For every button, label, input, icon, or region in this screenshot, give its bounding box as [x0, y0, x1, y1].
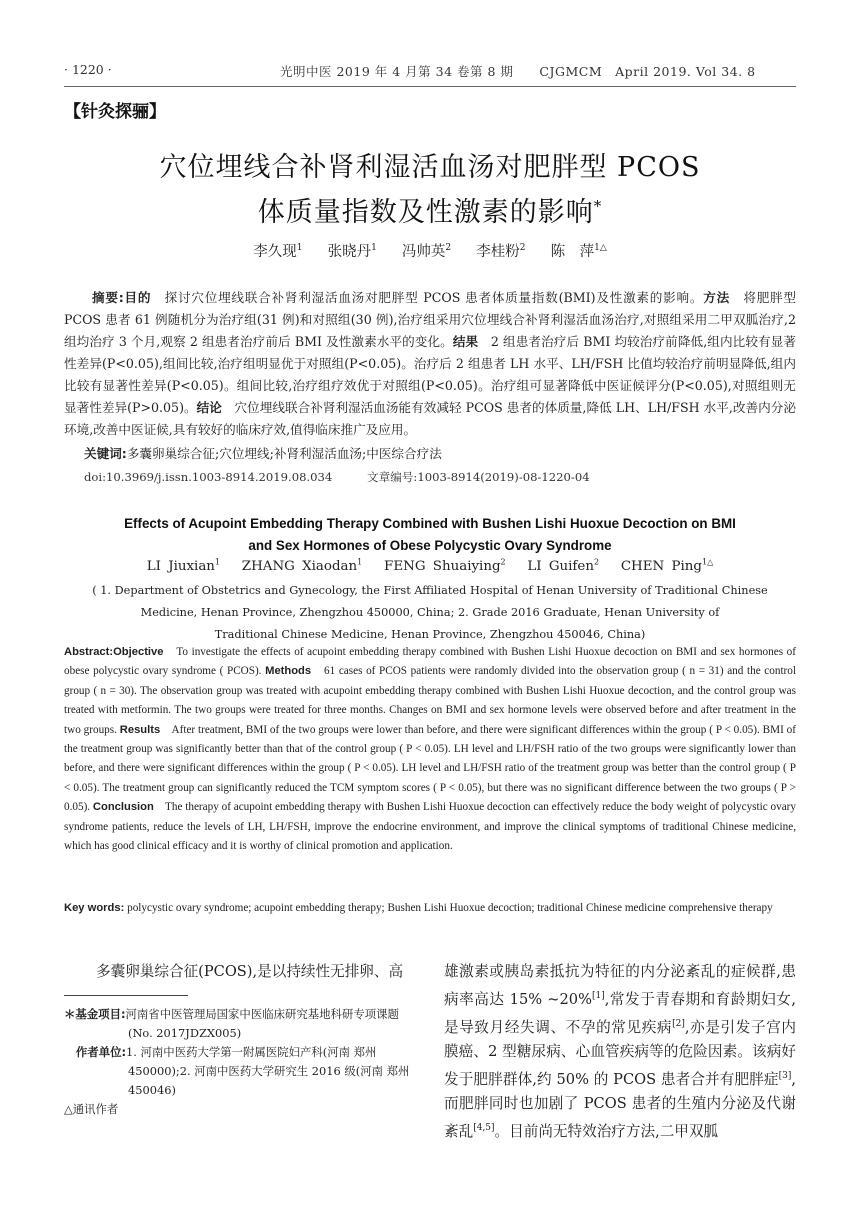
author: 李久现$^1$ — [253, 243, 303, 260]
affiliation-line-3: Traditional Chinese Medicine, Henan Province, Zhengzhou 450046, China) — [214, 628, 646, 641]
author-en: LI Jiuxian$^1$ — [146, 558, 221, 575]
ref-citation[interactable]: [3] — [778, 1071, 792, 1082]
title-line-1: 穴位埋线合补肾利湿活血汤对肥胖型 PCOS — [159, 152, 701, 183]
author-en: ZHANG Xiaodan$^1$ — [241, 558, 363, 575]
body-right: 雄激素或胰岛素抵抗为特征的内分泌紊乱的症候群,患病率高达 15% ~20%[1],常发于青春期和育龄期妇女,是导致月经失调、不孕的常见疾病[2],亦是引发子宫内膜癌、2 型糖尿病、心血管疾病等的危险因素。该病好发于肥胖群体,约 50% 的 PCOS 患者合并有肥胖症[3],而肥胖同时也加剧了 PCOS 患者的生殖内分泌及代谢紊乱[4,5]。目前尚无特效治疗方法,二甲双胍 — [444, 963, 797, 1140]
abstract-cn: 摘要:目的 探讨穴位埋线联合补肾利湿活血汤对肥胖型 PCOS 患者体质量指数(BMI)及性激素的影响。方法 将肥胖型 PCOS 患者 61 例随机分为治疗组(31 例)和对照组(30 例),治疗组采用穴位埋线合补肾利湿活血汤治疗,对照组采用二甲双胍治疗,2 组均治疗 3 个月,观察 2 组患者治疗前后 BMI 及性激素水平的变化。结果 2 组患者治疗后 BMI 均较治疗前降低,组内比较有显著性差异(P<0.05),组间比较,治疗组明显优于对照组(P<0.05)。治疗后 2 组患者 LH 水平、LH/FSH 比值均较治疗前明显降低,组内比较有显著性差异(P<0.05)。组间比较,治疗组疗效优于对照组(P<0.05)。治疗组可显著降低中医证候评分(P<0.05),对照组则无显著性差异(P>0.05)。结论 穴位埋线联合补肾利湿活血汤能有效减轻 PCOS 患者的体质量,降低 LH、LH/FSH 水平,改善内分泌环境,改善中医证候,具有较好的临床疗效,值得临床推广及应用。 — [64, 290, 797, 437]
section-tag: 【针灸探骊】 — [64, 102, 166, 122]
author-en: CHEN Ping$^{1\triangle}$ — [620, 558, 714, 575]
author-list — [0, 240, 860, 261]
ref-citation[interactable]: [1] — [591, 991, 605, 1002]
author-en: LI Guifen$^2$ — [527, 558, 600, 575]
affiliation-line-1: ( 1. Department of Obstetrics and Gynecology, the First Affiliated Hospital of Henan University of Traditional Chinese — [92, 584, 768, 597]
keywords-en: Key words: polycystic ovary syndrome; acupoint embedding therapy; Bushen Lishi Huoxue decoction; traditional Chinese medicine comprehensive therapy — [64, 902, 773, 914]
ref-citation[interactable]: [4,5] — [473, 1123, 495, 1134]
author: 张晓丹$^1$ — [327, 243, 377, 260]
author: 李桂粉$^2$ — [476, 243, 526, 260]
title-line-2: 体质量指数及性激素的影响* — [257, 197, 603, 228]
header-rule — [64, 86, 796, 87]
author-en: FENG Shuaiying$^2$ — [384, 558, 506, 575]
affiliation-line-2: Medicine, Henan Province, Zhengzhou 450000, China; 2. Grade 2016 Graduate, Henan University of — [140, 606, 720, 619]
abstract-en: Abstract:Objective To investigate the effects of acupoint embedding therapy combined with Bushen Lishi Huoxue decoction on BMI and sex hormones of obese polycystic ovary syndrome ( PCOS). Methods 61 cases of PCOS patients were randomly divided into the observation group ( n = 31) and the control group ( n = 30). The observation group was treated with acupoint embedding therapy combined with Bushen Lishi Huoxue decoction, and the control group was treated with metformin. The two groups were treated for three months. Changes on BMI and sex hormone levels were observed before and after treatment in the two groups. Results After treatment, BMI of the two groups were lower than before, and there were significant differences within the group ( P < 0.05). BMI of the treatment group was significantly better than that of the control group ( P < 0.05). LH level and LH/FSH ratio of the two groups were significantly lower than before, and there were significant differences within the group ( P < 0.05). LH level and LH/FSH ratio of the treatment group was better than the control group ( P < 0.05). The treatment group can significantly reduced the TCM symptom scores ( P < 0.05), but there was no significant difference between the two groups ( P > 0.05). Conclusion The therapy of acupoint embedding therapy with Bushen Lishi Huoxue decoction can effectively reduce the body weight of polycystic ovary syndrome patients, reduce the levels of LH, LH/FSH, improve the endocrine environment, and improve the clinical symptoms of traditional Chinese medicine, which has good clinical efficacy and it is worthy of clinical promotion and application. — [64, 646, 797, 853]
footnote-rule — [64, 995, 188, 996]
ref-citation[interactable]: [2] — [672, 1019, 685, 1030]
footnotes — [64, 1005, 424, 1119]
doi-line: doi:10.3969/j.issn.1003-8914.2019.08.034 文章编号:1003-8914(2019)-08-1220-04 — [84, 470, 590, 484]
title-en-line-2: and Sex Hormones of Obese Polycystic Ovary Syndrome — [248, 538, 612, 553]
unit-note: 作者单位:1. 河南中医药大学第一附属医院妇产科(河南 郑州 450000);2. 河南中医药大学研究生 2016 级(河南 郑州 450046) — [75, 1045, 410, 1097]
title-footnote-mark: * — [593, 197, 603, 215]
journal-info: 光明中医 2019 年 4 月第 34 卷第 8 期 CJGMCM April 2019. Vol 34. 8 — [280, 64, 756, 79]
running-header — [64, 62, 796, 82]
page-number: · 1220 · — [64, 62, 112, 77]
corresponding-note: △通讯作者 — [64, 1102, 119, 1116]
body-left-intro: 多囊卵巢综合征(PCOS),是以持续性无排卵、高 — [96, 963, 404, 980]
author: 冯帅英$^2$ — [401, 243, 452, 260]
fund-note: ＊基金项目:河南省中医管理局国家中医临床研究基地科研专项课题 (No. 2017JDZX005) — [64, 1007, 399, 1040]
keywords-cn: 关键词:多囊卵巢综合征;穴位埋线;补肾利湿活血汤;中医综合疗法 — [84, 446, 442, 461]
author: 陈 萍$^{1\triangle}$ — [550, 243, 607, 260]
author-list-en — [0, 558, 860, 574]
title-en-line-1: Effects of Acupoint Embedding Therapy Combined with Bushen Lishi Huoxue Decoction on BMI — [124, 516, 736, 531]
